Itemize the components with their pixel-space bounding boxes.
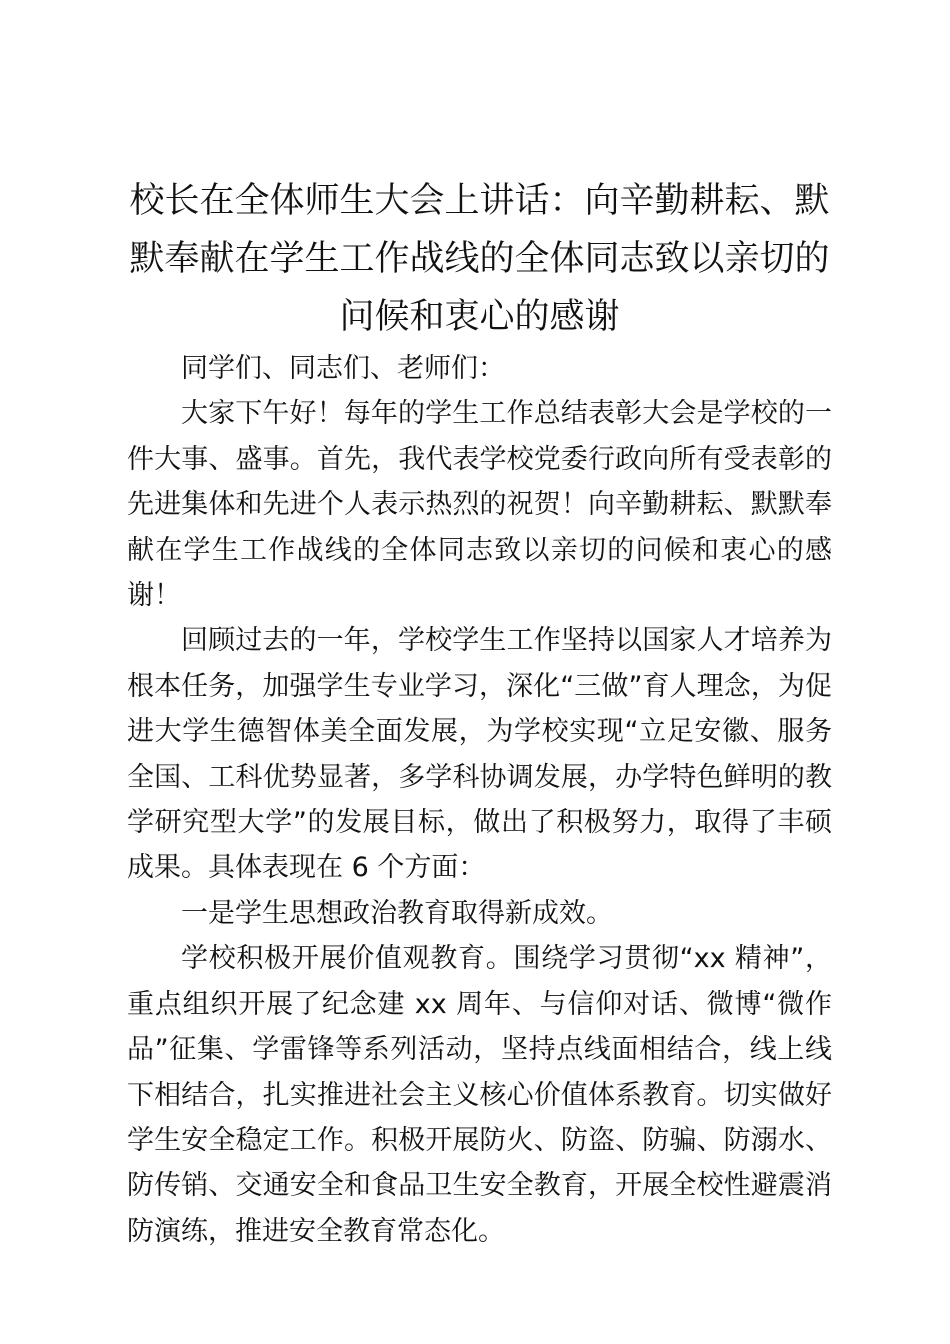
greeting-paragraph: 大家下午好！每年的学生工作总结表彰大会是学校的一件大事、盛事。首先，我代表学校党委行政向所有受表彰的先进集体和先进个人表示热烈的祝贺！向辛勤耕耘、默默奉献在学生工作战线的全体同志致以亲切的问候和衷心的感谢！ bbox=[127, 398, 832, 612]
document-body bbox=[127, 172, 832, 1254]
review-paragraph: 回顾过去的一年，学校学生工作坚持以国家人才培养为根本任务，加强学生专业学习，深化“三做”育人理念，为促进大学生德智体美全面发展，为学校实现“立足安徽、服务全国、工科优势显著，多学科协调发展，办学特色鲜明的教学研究型大学”的发展目标，做出了积极努力，取得了丰硕成果。具体表现在 6 个方面： bbox=[127, 625, 832, 884]
education-paragraph: 学校积极开展价值观教育。围绕学习贯彻“xx 精神”，重点组织开展了纪念建 xx 周年、与信仰对话、微博“微作品”征集、学雷锋等系列活动，坚持点线面相结合，线上线下相结合，扎实推进社会主义核心价值体系教育。切实做好学生安全稳定工作。积极开展防火、防盗、防骗、防溺水、防传销、交通安全和食品卫生安全教育，开展全校性避震消防演练，推进安全教育常态化。 bbox=[127, 943, 832, 1247]
document-title: 校长在全体师生大会上讲话：向辛勤耕耘、默默奉献在学生工作战线的全体同志致以亲切的问候和衷心的感谢 bbox=[129, 181, 830, 337]
salutation-paragraph: 同学们、同志们、老师们： bbox=[181, 353, 505, 384]
section-heading-paragraph: 一是学生思想政治教育取得新成效。 bbox=[181, 897, 613, 929]
